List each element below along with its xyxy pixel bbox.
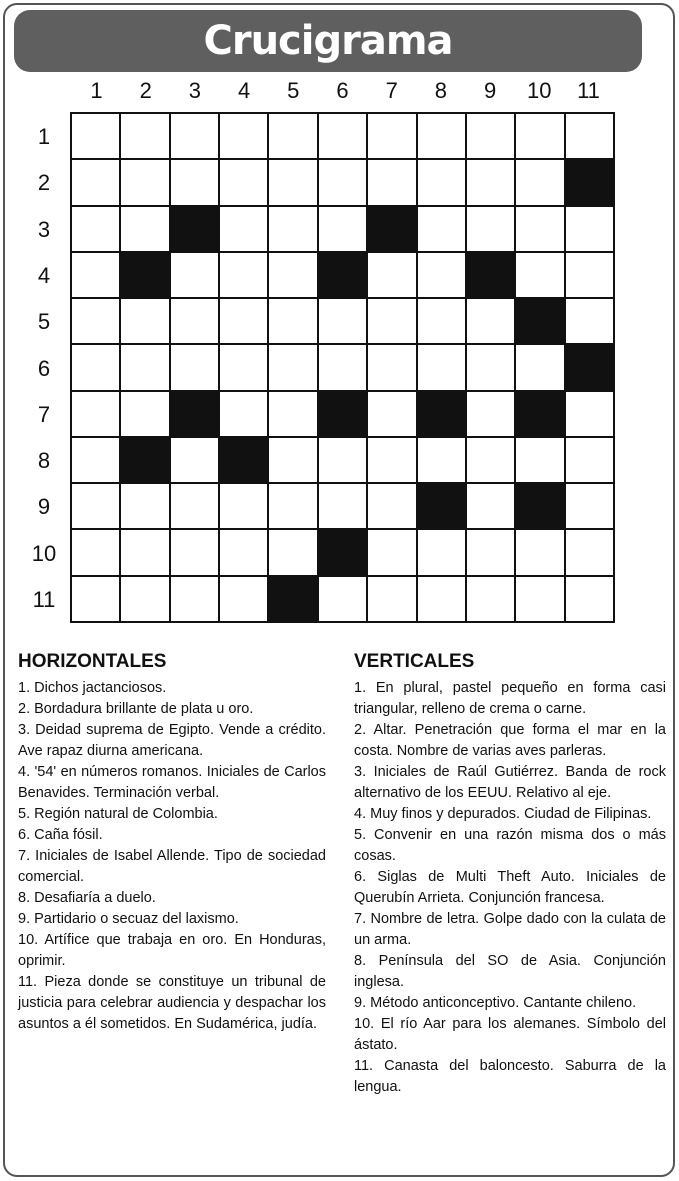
clue-item: 8. Desafiaría a duelo. (18, 890, 156, 906)
grid-cell[interactable] (220, 530, 267, 574)
column-number: 3 (188, 78, 202, 103)
grid-cell[interactable] (516, 438, 563, 482)
column-number: 8 (434, 78, 448, 103)
clue-item: 2. Altar. Penetración que forma el mar en la costa. Nombre de varias aves parleras. (354, 722, 666, 759)
grid-cell[interactable] (269, 484, 316, 528)
grid-cell-blocked (319, 530, 366, 574)
grid-cell[interactable] (121, 160, 168, 204)
clue-item: 9. Método anticonceptivo. Cantante chileno. (354, 995, 637, 1011)
grid-cell-blocked (171, 207, 218, 251)
grid-cell[interactable] (220, 253, 267, 297)
grid-cell[interactable] (72, 438, 119, 482)
grid-cell[interactable] (319, 345, 366, 389)
grid-cell[interactable] (121, 345, 168, 389)
clue-item: 4. Muy finos y depurados. Ciudad de Filipinas. (354, 806, 652, 822)
column-number: 10 (527, 78, 552, 103)
grid-cell[interactable] (418, 207, 465, 251)
grid-cell[interactable] (319, 114, 366, 158)
grid-cell[interactable] (418, 253, 465, 297)
column-number: 1 (90, 78, 103, 103)
column-number: 6 (336, 78, 349, 103)
clue-item: 6. Caña fósil. (18, 827, 103, 843)
grid-cell[interactable] (368, 577, 415, 621)
grid-cell[interactable] (566, 438, 613, 482)
grid-cell[interactable] (269, 299, 316, 343)
grid-cell[interactable] (269, 253, 316, 297)
grid-cell-blocked (516, 392, 563, 436)
grid-cell[interactable] (368, 160, 415, 204)
grid-cell[interactable] (368, 530, 415, 574)
grid-cell[interactable] (269, 530, 316, 574)
grid-cell[interactable] (319, 484, 366, 528)
grid-cell[interactable] (467, 345, 514, 389)
grid-cell[interactable] (418, 345, 465, 389)
grid-cell[interactable] (467, 438, 514, 482)
clue-item: 6. Siglas de Multi Theft Auto. Iniciales de Querubín Arrieta. Conjunción francesa. (354, 869, 666, 906)
grid-cell[interactable] (566, 253, 613, 297)
clue-item: 3. Deidad suprema de Egipto. Vende a crédito. Ave rapaz diurna americana. (18, 722, 326, 759)
crossword-grid (72, 114, 613, 621)
title-banner (14, 10, 642, 72)
grid-cell[interactable] (516, 160, 563, 204)
row-number: 4 (37, 262, 51, 288)
grid-cell[interactable] (220, 577, 267, 621)
clue-item: 5. Convenir en una razón misma dos o más cosas. (354, 827, 666, 864)
grid-cell[interactable] (319, 299, 366, 343)
clue-item: 9. Partidario o secuaz del laxismo. (18, 911, 239, 927)
grid-cell[interactable] (319, 160, 366, 204)
grid-cell[interactable] (72, 484, 119, 528)
grid-cell[interactable] (220, 114, 267, 158)
grid-cell[interactable] (121, 207, 168, 251)
grid-cell[interactable] (418, 114, 465, 158)
crossword-grid-border (70, 112, 615, 623)
grid-cell[interactable] (72, 577, 119, 621)
clues-vertical-heading: VERTICALES (354, 651, 475, 672)
grid-cell-blocked (418, 484, 465, 528)
clue-item: 7. Nombre de letra. Golpe dado con la culata de un arma. (354, 911, 666, 948)
grid-cell-blocked (319, 253, 366, 297)
grid-cell-blocked (121, 438, 168, 482)
grid-cell[interactable] (72, 345, 119, 389)
grid-cell[interactable] (319, 207, 366, 251)
row-number: 1 (37, 124, 51, 149)
clue-item: 2. Bordadura brillante de plata u oro. (18, 701, 254, 717)
column-number: 7 (385, 78, 398, 103)
column-number: 2 (139, 78, 152, 103)
grid-cell-blocked (368, 207, 415, 251)
clue-item: 10. El río Aar para los alemanes. Símbolo del ástato. (354, 1016, 666, 1053)
clue-item: 1. Dichos jactanciosos. (18, 680, 167, 696)
grid-cell[interactable] (171, 345, 218, 389)
grid-cell[interactable] (72, 207, 119, 251)
grid-cell[interactable] (269, 114, 316, 158)
grid-cell[interactable] (467, 577, 514, 621)
clue-item: 7. Iniciales de Isabel Allende. Tipo de sociedad comercial. (18, 848, 326, 885)
grid-cell[interactable] (220, 392, 267, 436)
clues-horizontal-list (18, 678, 326, 1035)
grid-cell[interactable] (269, 207, 316, 251)
grid-cell[interactable] (467, 484, 514, 528)
grid-cell[interactable] (467, 530, 514, 574)
grid-cell-blocked (269, 577, 316, 621)
clues-vertical-list (354, 678, 666, 1098)
grid-cell[interactable] (121, 114, 168, 158)
grid-cell-blocked (566, 160, 613, 204)
clues-vertical (354, 650, 666, 1098)
row-number: 3 (37, 216, 51, 242)
row-number: 6 (37, 355, 51, 381)
grid-cell[interactable] (467, 114, 514, 158)
grid-cell[interactable] (269, 438, 316, 482)
grid-cell[interactable] (418, 530, 465, 574)
grid-cell[interactable] (72, 392, 119, 436)
grid-cell[interactable] (72, 160, 119, 204)
grid-cell[interactable] (516, 530, 563, 574)
grid-cell-blocked (171, 392, 218, 436)
grid-cell[interactable] (368, 299, 415, 343)
grid-cell[interactable] (566, 577, 613, 621)
grid-cell[interactable] (121, 392, 168, 436)
grid-cell[interactable] (368, 253, 415, 297)
grid-cell[interactable] (566, 207, 613, 251)
grid-cell[interactable] (269, 345, 316, 389)
grid-cell-blocked (319, 392, 366, 436)
row-number: 10 (31, 540, 57, 566)
grid-cell[interactable] (516, 253, 563, 297)
grid-cell[interactable] (566, 484, 613, 528)
grid-cell[interactable] (467, 392, 514, 436)
grid-cell[interactable] (269, 160, 316, 204)
grid-cell[interactable] (171, 577, 218, 621)
grid-cell[interactable] (467, 160, 514, 204)
grid-cell[interactable] (171, 530, 218, 574)
grid-cell[interactable] (467, 207, 514, 251)
grid-cell[interactable] (220, 299, 267, 343)
grid-cell[interactable] (220, 484, 267, 528)
clue-item: 4. '54' en números romanos. Iniciales de Carlos Benavides. Terminación verbal. (18, 764, 326, 801)
grid-cell[interactable] (368, 114, 415, 158)
clue-item: 1. En plural, pastel pequeño en forma casi triangular, relleno de crema o carne. (354, 680, 666, 717)
grid-cell[interactable] (368, 484, 415, 528)
grid-cell[interactable] (171, 299, 218, 343)
clue-item: 11. Canasta del baloncesto. Saburra de la lengua. (354, 1058, 666, 1095)
row-number: 8 (37, 448, 51, 474)
clues-horizontal-heading: HORIZONTALES (18, 651, 167, 672)
grid-cell[interactable] (516, 207, 563, 251)
grid-cell[interactable] (516, 114, 563, 158)
grid-cell[interactable] (121, 299, 168, 343)
grid-cell[interactable] (566, 530, 613, 574)
grid-cell-blocked (220, 438, 267, 482)
grid-cell[interactable] (418, 160, 465, 204)
grid-cell-blocked (566, 345, 613, 389)
grid-cell[interactable] (566, 299, 613, 343)
grid-cell[interactable] (72, 253, 119, 297)
grid-cell[interactable] (121, 530, 168, 574)
grid-cell-blocked (121, 253, 168, 297)
grid-cell-blocked (516, 299, 563, 343)
grid-cell[interactable] (171, 253, 218, 297)
grid-cell[interactable] (566, 114, 613, 158)
column-number: 9 (483, 78, 497, 103)
grid-cell[interactable] (418, 299, 465, 343)
grid-cell-blocked (418, 392, 465, 436)
row-number: 7 (37, 401, 51, 427)
column-number: 11 (577, 78, 600, 103)
page-title: Crucigrama (203, 18, 453, 64)
grid-cell[interactable] (171, 484, 218, 528)
clue-item: 5. Región natural de Colombia. (18, 806, 218, 822)
grid-cell[interactable] (467, 299, 514, 343)
grid-cell[interactable] (269, 392, 316, 436)
grid-cell[interactable] (516, 345, 563, 389)
grid-cell[interactable] (220, 160, 267, 204)
column-number: 4 (237, 78, 251, 103)
clues-horizontal (18, 650, 326, 1035)
grid-cell[interactable] (319, 438, 366, 482)
grid-cell[interactable] (72, 114, 119, 158)
grid-cell[interactable] (516, 577, 563, 621)
grid-cell-blocked (467, 253, 514, 297)
grid-cell[interactable] (72, 299, 119, 343)
clue-item: 3. Iniciales de Raúl Gutiérrez. Banda de rock alternativo de los EEUU. Relativo al eje. (354, 764, 666, 801)
grid-cell[interactable] (220, 345, 267, 389)
grid-cell-blocked (516, 484, 563, 528)
clue-item: 10. Artífice que trabaja en oro. En Honduras, oprimir. (18, 932, 326, 969)
grid-cell[interactable] (319, 577, 366, 621)
grid-cell[interactable] (171, 438, 218, 482)
grid-cell[interactable] (220, 207, 267, 251)
grid-cell[interactable] (72, 530, 119, 574)
grid-cell[interactable] (418, 577, 465, 621)
row-number: 2 (37, 170, 51, 196)
grid-cell[interactable] (171, 114, 218, 158)
grid-cell[interactable] (368, 392, 415, 436)
grid-cell[interactable] (121, 484, 168, 528)
grid-cell[interactable] (171, 160, 218, 204)
row-number: 11 (32, 587, 56, 612)
row-number: 5 (37, 309, 51, 335)
row-number: 9 (37, 494, 51, 520)
grid-cell[interactable] (368, 438, 415, 482)
clue-item: 11. Pieza donde se constituye un tribunal de justicia para celebrar audiencia y despachar los asuntos a él sometidos. En Sudamérica, judía. (18, 974, 326, 1032)
grid-cell[interactable] (121, 577, 168, 621)
grid-cell[interactable] (418, 438, 465, 482)
clue-item: 8. Península del SO de Asia. Conjunción inglesa. (354, 953, 666, 990)
column-number: 5 (287, 78, 300, 103)
grid-cell[interactable] (566, 392, 613, 436)
grid-cell[interactable] (368, 345, 415, 389)
